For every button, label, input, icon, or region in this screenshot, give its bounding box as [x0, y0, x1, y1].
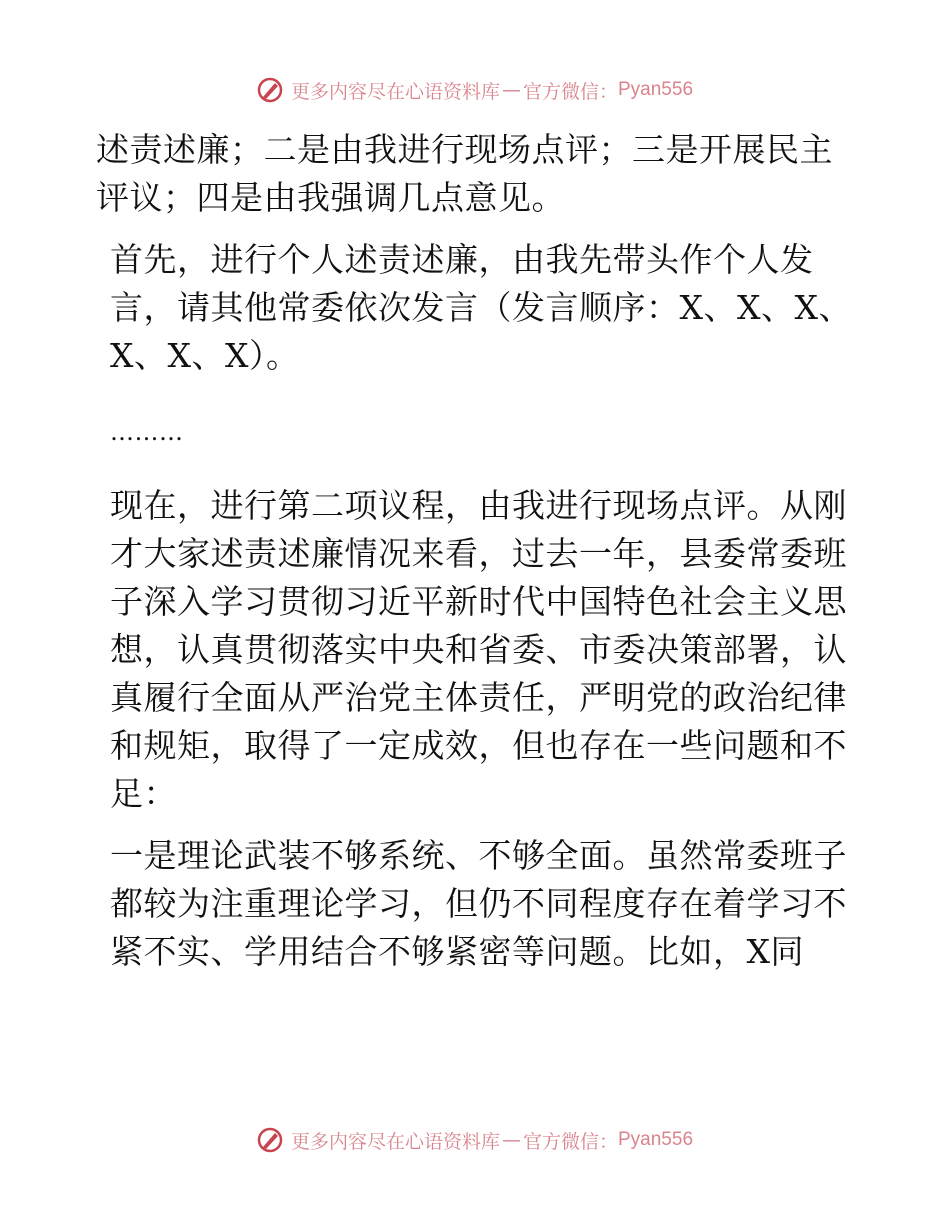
- watermark-label: 官方微信：: [522, 1130, 618, 1153]
- footer-watermark: [0, 1122, 950, 1158]
- paragraph: 首先，进行个人述责述廉，由我先带头作个人发言，请其他常委依次发言（发言顺序：X、X、X、X、X、X）。: [110, 240, 852, 375]
- watermark-separator: —: [501, 79, 521, 101]
- watermark-text: 更多内容尽在心语资料库: [290, 80, 500, 103]
- header-watermark: [0, 72, 950, 108]
- document-body: [96, 126, 856, 990]
- watermark-label: 官方微信：: [522, 80, 618, 103]
- ellipsis-paragraph: ………: [110, 418, 184, 446]
- pen-logo-icon: [257, 1127, 283, 1153]
- paragraph: 现在，进行第二项议程，由我进行现场点评。从刚才大家述责述廉情况来看，过去一年，县委常委班子深入学习贯彻习近平新时代中国特色社会主义思想，认真贯彻落实中央和省委、市委决策部署，认真履行全面从严治党主体责任，严明党的政治纪律和规矩，取得了一定成效，但也存在一些问题和不足：: [110, 486, 847, 813]
- watermark-id: Pyan556: [618, 1129, 694, 1150]
- watermark-id: Pyan556: [618, 79, 694, 100]
- watermark-separator: —: [501, 1129, 521, 1151]
- pen-logo-icon: [257, 77, 283, 103]
- paragraph: 述责述廉；二是由我进行现场点评；三是开展民主评议；四是由我强调几点意见。: [96, 130, 833, 217]
- watermark-text: 更多内容尽在心语资料库: [290, 1130, 500, 1153]
- paragraph: 一是理论武装不够系统、不够全面。虽然常委班子都较为注重理论学习，但仍不同程度存在着学习不紧不实、学用结合不够紧密等问题。比如，X同: [110, 836, 847, 971]
